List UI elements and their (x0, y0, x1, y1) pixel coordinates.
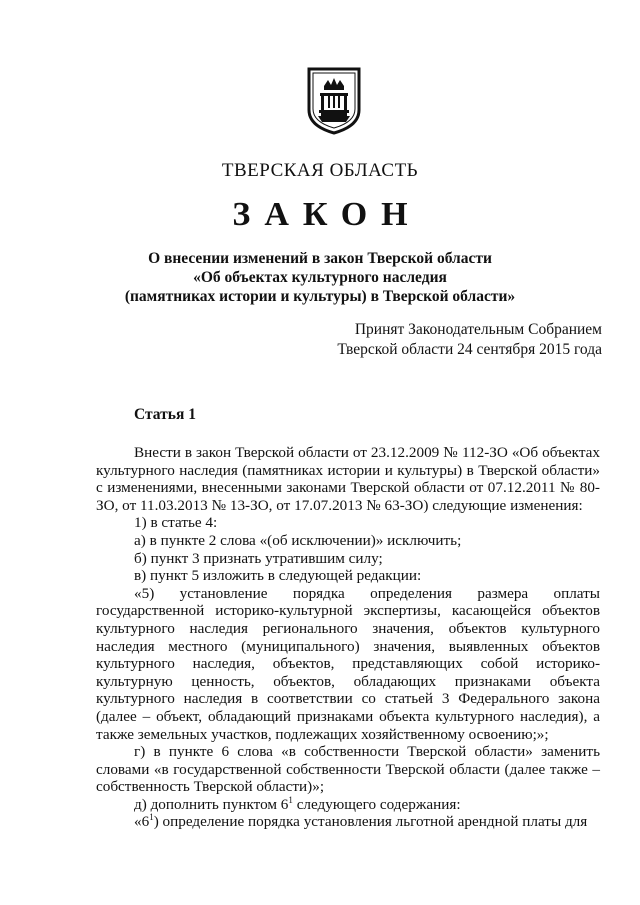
document-title: ЗАКОН (232, 196, 422, 233)
superscript: 1 (288, 794, 293, 805)
list-item: г) в пункте 6 слова «в собственности Тверской области» заменить словами «в государственной собственности Тверской области (далее также – собственность Тверской области)»; (96, 743, 600, 796)
text-fragment: «6 (134, 813, 150, 831)
adoption-line: Тверской области 24 сентября 2015 года (337, 341, 602, 358)
article-title: Статья 1 (134, 406, 196, 423)
superscript: 1 (149, 812, 154, 823)
adoption-note (337, 320, 602, 360)
law-heading-line: О внесении изменений в закон Тверской области (148, 250, 492, 267)
law-heading-line: «Об объектах культурного наследия (193, 269, 447, 286)
region-name: ТВЕРСКАЯ ОБЛАСТЬ (221, 160, 419, 181)
adoption-line: Принят Законодательным Собранием (354, 321, 602, 338)
article-body (96, 444, 600, 831)
quoted-item-5: «5) установление порядка определения размера оплаты государственной историко-культурной экспертизы, касающейся объектов культурного наследия регионального значения, объектов культурного наследия местного (муниципального) значения, выявленных объектов культурного наследия, объектов, представляющих собой историко-культурную ценность, объектов, обладающих признаками объекта культурного наследия в соответствии со статьей 3 Федерального закона (далее – объект, обладающий признаками объекта культурного наследия), а также земельных участков, подлежащих хозяйственному освоению;»; (96, 584, 600, 743)
law-heading (0, 249, 640, 306)
list-item (96, 796, 600, 814)
list-item: б) пункт 3 признать утратившим силу; (134, 549, 383, 567)
article-intro: Внести в закон Тверской области от 23.12.2009 № 112-ЗО «Об объектах культурного наследия (памятниках истории и культуры) в Тверской области» с изменениями, внесенными законами Тверской области от 07.12.2011 № 80-ЗО, от 11.03.2013 № 13-ЗО, от 17.07.2013 № 63-ЗО) следующие изменения: (96, 444, 600, 514)
text-fragment: д) дополнить пунктом 6 (134, 795, 289, 813)
quoted-item-6-1 (96, 813, 600, 831)
text-fragment: ) определение порядка установления льготной арендной платы для (153, 813, 588, 831)
text-fragment: следующего содержания: (292, 795, 461, 813)
list-item: в) пункт 5 изложить в следующей редакции: (134, 567, 422, 585)
list-item: а) в пункте 2 слова «(об исключении)» исключить; (134, 531, 462, 549)
law-heading-line: (памятниках истории и культуры) в Тверской области» (124, 288, 516, 305)
list-item: 1) в статье 4: (134, 514, 218, 532)
coat-of-arms-icon (306, 66, 362, 136)
